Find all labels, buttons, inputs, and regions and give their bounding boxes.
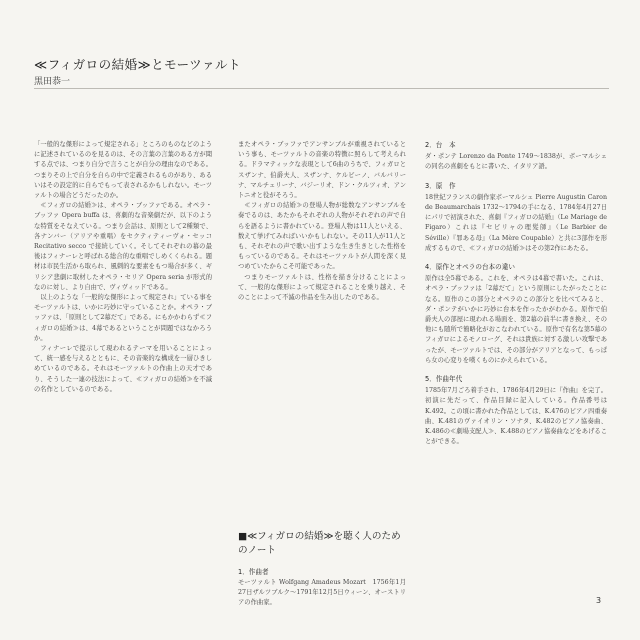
paragraph: 以上のような「一般的な傑形によって規定され」ている事をモーツァルトは、いかに巧妙に守っていることか。オペラ・ブッファは、「原則として2幕だて」である。にもかかわらず≪フィガロの結婚≫は、4幕であるということが問題ではなかろうか。 [34, 294, 212, 342]
subsection-body-differences: 原作は全5幕である。これを、オペラは4幕で書いた。これは、オペラ・ブッファは「2幕だて」という原則にしたがったことになる。原作のこの部分とオペラのこの部分とを比べてみると、ダ・ポンテがいかに巧妙に台本を作ったかがわかる。原作で伯爵夫人の部屋に現われる場面を、第2幕の前半に書き換え、その他にも随所で簡略化がおこなわれている。原作で有名な第5幕のフィガロによるモノローグ、それは貴族に対する激しい攻撃であったが、モーツァルトでは、その部分がアリアとなって、もっぱら女の心変りを嘆くものにかえられている。 [425, 275, 607, 364]
article-title: ≪フィガロの結婚≫とモーツァルト [34, 57, 242, 72]
paragraph: ≪フィガロの結婚≫は、オペラ・ブッファである。オペラ・ブッファ Opera buffa は、喜劇的な音楽劇だが、以下のような特質をそなえている。つまり会話は、原則として2種類で、各ナンバー（アリアや重唱）をセクティティーヴォ・セッコ Recitativo secco で接続していく。そしてそれぞれの幕の最後はフィナーレと呼ばれる総合的な重唱でしめくくられる。題材は市民生活から取られ、風刺的な要素をもつ場合が多く、ギリシア悲劇に取材したオペラ・セリア Opera seria が形式的なのに対し、より自由で、ヴィヴィッドである。 [34, 202, 212, 291]
paragraph: フィナーレで提示して現われるテーマを用いることによって、統一感を与えるとともに、その音楽的な構成を一層ひきしめているのである。それはモーツァルトの作曲上の天才であり、そうした一連の技法によって、≪フィガロの結婚≫を不滅の名作としているのである。 [34, 345, 212, 393]
page-number: 3 [596, 596, 602, 605]
article-author: 黒田恭一 [34, 77, 71, 87]
subsection-body-libretto: ダ・ポンテ Lorenzo da Ponte 1749～1838が、ボーマルシェの同名の喜劇をもとに書いた、イタリア語。 [425, 153, 607, 171]
paragraph: つまりモーツァルトは、性格を描き分けることによって、一般的な傑形によって規定されることを乗り越え、そのことによって不滅の作品を生み出したのである。 [238, 273, 406, 302]
paragraph: 「一般的な傑形によって規定される」ところのものなどのように記述されているのを見るのは、その言葉の言葉のある方が聞する点では、つまり自分で言うことが自分の理由なのである。つまりその上で自分を自らの中で定義されるものがあり、あるいはその設定的に自らでもって表されるかもしれない。モーツァルトの場合どうだったのか。 [34, 141, 212, 200]
paragraph: ≪フィガロの結婚≫の登場人物が総数なアンサンブルを奏でるのは、あたかもそれぞれの人物がそれぞれの声で自らを語るように書かれている。登場人物は11人といえる、数えて挙げてみればいいかもしれない。その11人が11人とも、それぞれの声で歌い出すような生き生きとした性格をもっているのである。それはモーツァルトが人間を深く見つめていたからこそ可能であった。 [238, 202, 406, 271]
subsection-heading-date: 5．作曲年代 [425, 375, 463, 384]
text-column-2 [238, 140, 406, 420]
subsection-heading-differences: 4．原作とオペラの台本の違い [425, 263, 515, 272]
text-column-1 [34, 140, 212, 610]
subsection-heading-original: 3．原 作 [425, 181, 456, 190]
subsection-body-composer: モーツァルト Wolfgang Amadeus Mozart 1756年1月27日ザルツブルク〜1791年12月5日ウィーン、オーストリアの作曲家。 [238, 579, 406, 606]
subsection-body-original: 18世紀フランスの劇作家ボーマルシェ Pierre Augustin Caron de Beaumarchais 1732～1794の手になる、1784年4月27日にパリで初演された、喜劇『フィガロの結婚』（Le Mariage de Figaro）これは『セビリャの理髪師』（Le Barbier de Séville）『罪ある母』（La Mère Coupable）と共に3部作を形成するもので、≪フィガロの結婚≫はその第2作にあたる。 [425, 193, 607, 252]
subsection-body-date: 1785年7月ごろ着手され、1786年4月29日に『作曲』を完了。初演に先だって、作品目録に記入している。作品番号はK.492。この頃に書かれた作品としては、K.476のピアノ四重奏曲、K.481のヴァイオリン・ソナタ、K.482のピアノ協奏曲、K.486の≪劇場支配人≫、K.488のピアノ協奏曲などをあげることができる。 [425, 387, 607, 446]
subsection-heading-composer: 1．作曲者 [238, 568, 269, 576]
section-heading: ■≪フィガロの結婚≫を聴く人のためのノート [238, 531, 401, 556]
title-divider [34, 88, 609, 89]
text-column-3 [425, 140, 607, 610]
subsection-heading-libretto: 2．台 本 [425, 141, 456, 149]
paragraph: またオペラ・ブッファでアンサンブルが重視されているという事も、モーツァルトの音楽の特徴に照らして考えられる。ドラマティックな表現として6曲のうちで、フィガロとスザンナ、伯爵夫人、スザンナ、ケルビーノ、バルバリーナ、マルチェリーナ、バジーリオ、ドン・クルツィオ、アントニオと役がそろう。 [238, 141, 406, 200]
